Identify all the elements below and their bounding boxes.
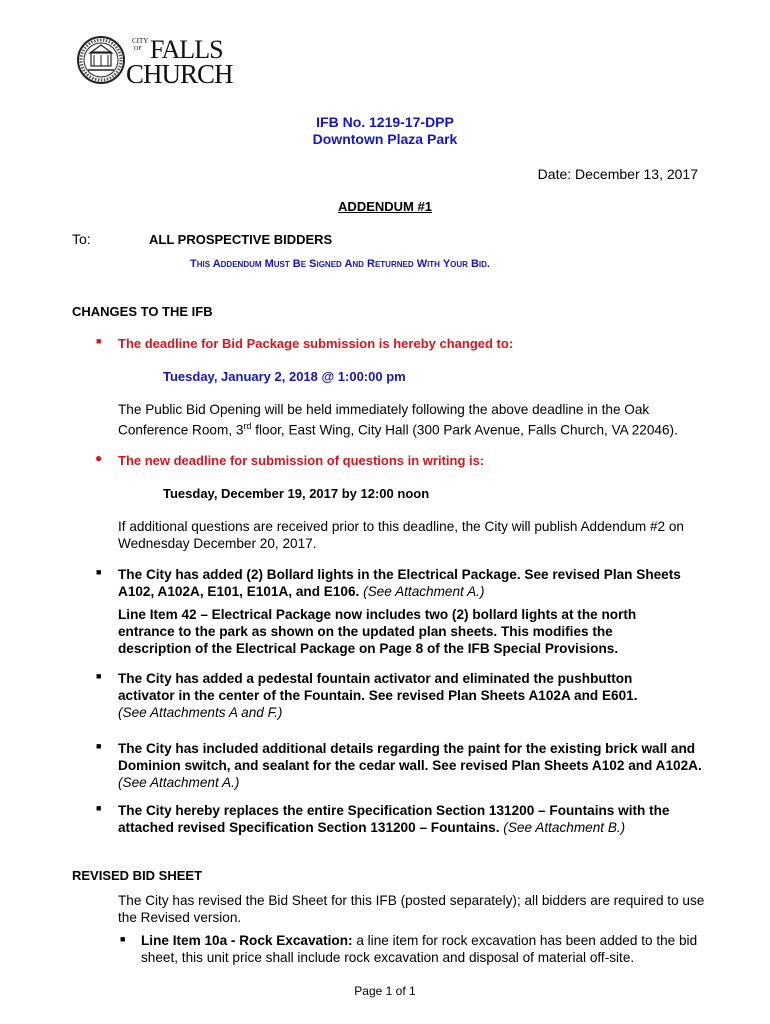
bullet-dot-icon: ● <box>95 451 103 465</box>
bullet-square-icon: ■ <box>96 803 102 813</box>
bid-opening-text <box>118 401 708 439</box>
bullet-square-icon: ■ <box>96 741 102 751</box>
bullet-square-icon: ■ <box>120 934 126 944</box>
fountain-spec-text: The City hereby replaces the entire Specification Section 131200 – Fountains with the attached revised Specification Section 131200 – Fountains. <box>118 803 670 835</box>
logo-city-text: CITY <box>132 37 149 45</box>
rock-excavation-label: Line Item 10a - Rock Excavation: <box>141 933 353 948</box>
document-date: Date: December 13, 2017 <box>537 166 698 182</box>
bullet-square-icon: ■ <box>96 336 102 346</box>
fountain-activator-ref: (See Attachments A and F.) <box>118 705 283 720</box>
bid-opening-text-a: The Public Bid Opening will be held immediately following the above deadline in the Oak Conference Room, 3 <box>118 402 650 438</box>
bullet-square-icon: ■ <box>96 567 102 577</box>
bid-deadline-date: Tuesday, January 2, 2018 @ 1:00:00 pm <box>163 369 406 384</box>
bollard-change-ref: (See Attachment A.) <box>359 584 485 599</box>
bid-deadline-title: The deadline for Bid Package submission is hereby changed to: <box>118 336 514 351</box>
page-number: Page 1 of 1 <box>354 984 416 998</box>
line-item-42-text: Line Item 42 – Electrical Package now includes two (2) bollard lights at the north entrance to the park as shown on the updated plan sheets. This modifies the description of the Electrical Package on Page 8 of the IFB Special Provisions. <box>118 607 637 656</box>
logo-of-text: OF <box>134 46 142 52</box>
paint-details-text: The City has included additional details regarding the paint for the existing brick wall and Dominion switch, and sealant for the cedar wall. See revised Plan Sheets A102 and A102A. <box>118 741 702 773</box>
city-seal-icon <box>76 35 126 85</box>
questions-note: If additional questions are received prior to this deadline, the City will publish Addendum #2 on Wednesday December 20, 2017. <box>118 519 684 551</box>
signature-notice: This Addendum Must Be Signed And Returned With Your Bid. <box>190 258 490 270</box>
rock-excavation-text: a line item for rock excavation has been added to the bid sheet, this unit price shall include rock excavation and disposal of material off-site. <box>141 933 698 965</box>
bid-sheet-heading: REVISED BID SHEET <box>72 868 203 883</box>
to-recipients: ALL PROSPECTIVE BIDDERS <box>149 232 333 247</box>
to-label: To: <box>72 231 91 247</box>
fountain-activator-change <box>118 670 678 721</box>
bollard-change-text: The City has added (2) Bollard lights in the Electrical Package. See revised Plan Sheets A102, A102A, E101, E101A, and E106. <box>118 567 681 599</box>
bid-opening-text-b: floor, East Wing, City Hall (300 Park Avenue, Falls Church, VA 22046). <box>251 422 678 438</box>
paint-details-change <box>118 740 708 791</box>
changes-heading: CHANGES TO THE IFB <box>72 304 213 319</box>
bid-sheet-text: The City has revised the Bid Sheet for this IFB (posted separately); all bidders are required to use the Revised version. <box>118 893 705 925</box>
bid-opening-sup: rd <box>243 421 252 431</box>
logo-church-text: CHURCH <box>126 59 233 89</box>
bullet-square-icon: ■ <box>96 671 102 681</box>
fountain-activator-text: The City has added a pedestal fountain activator and eliminated the pushbutton activator in the center of the Fountain. See revised Plan Sheets A102A and E601. <box>118 671 638 703</box>
fountain-spec-change <box>118 802 708 836</box>
rock-excavation-item <box>141 932 701 966</box>
paint-details-ref: (See Attachment A.) <box>118 775 240 790</box>
logo-falls-text: FALLS <box>150 35 223 64</box>
fountain-spec-ref: (See Attachment B.) <box>499 820 626 835</box>
city-logo <box>76 33 236 91</box>
questions-deadline-title: The new deadline for submission of questions in writing is: <box>118 453 485 468</box>
project-title: Downtown Plaza Park <box>312 131 458 147</box>
ifb-number: IFB No. 1219-17-DPP <box>316 114 454 130</box>
questions-deadline-date: Tuesday, December 19, 2017 by 12:00 noon <box>163 486 430 501</box>
addendum-title: ADDENDUM #1 <box>338 199 432 214</box>
bollard-change <box>118 566 708 600</box>
